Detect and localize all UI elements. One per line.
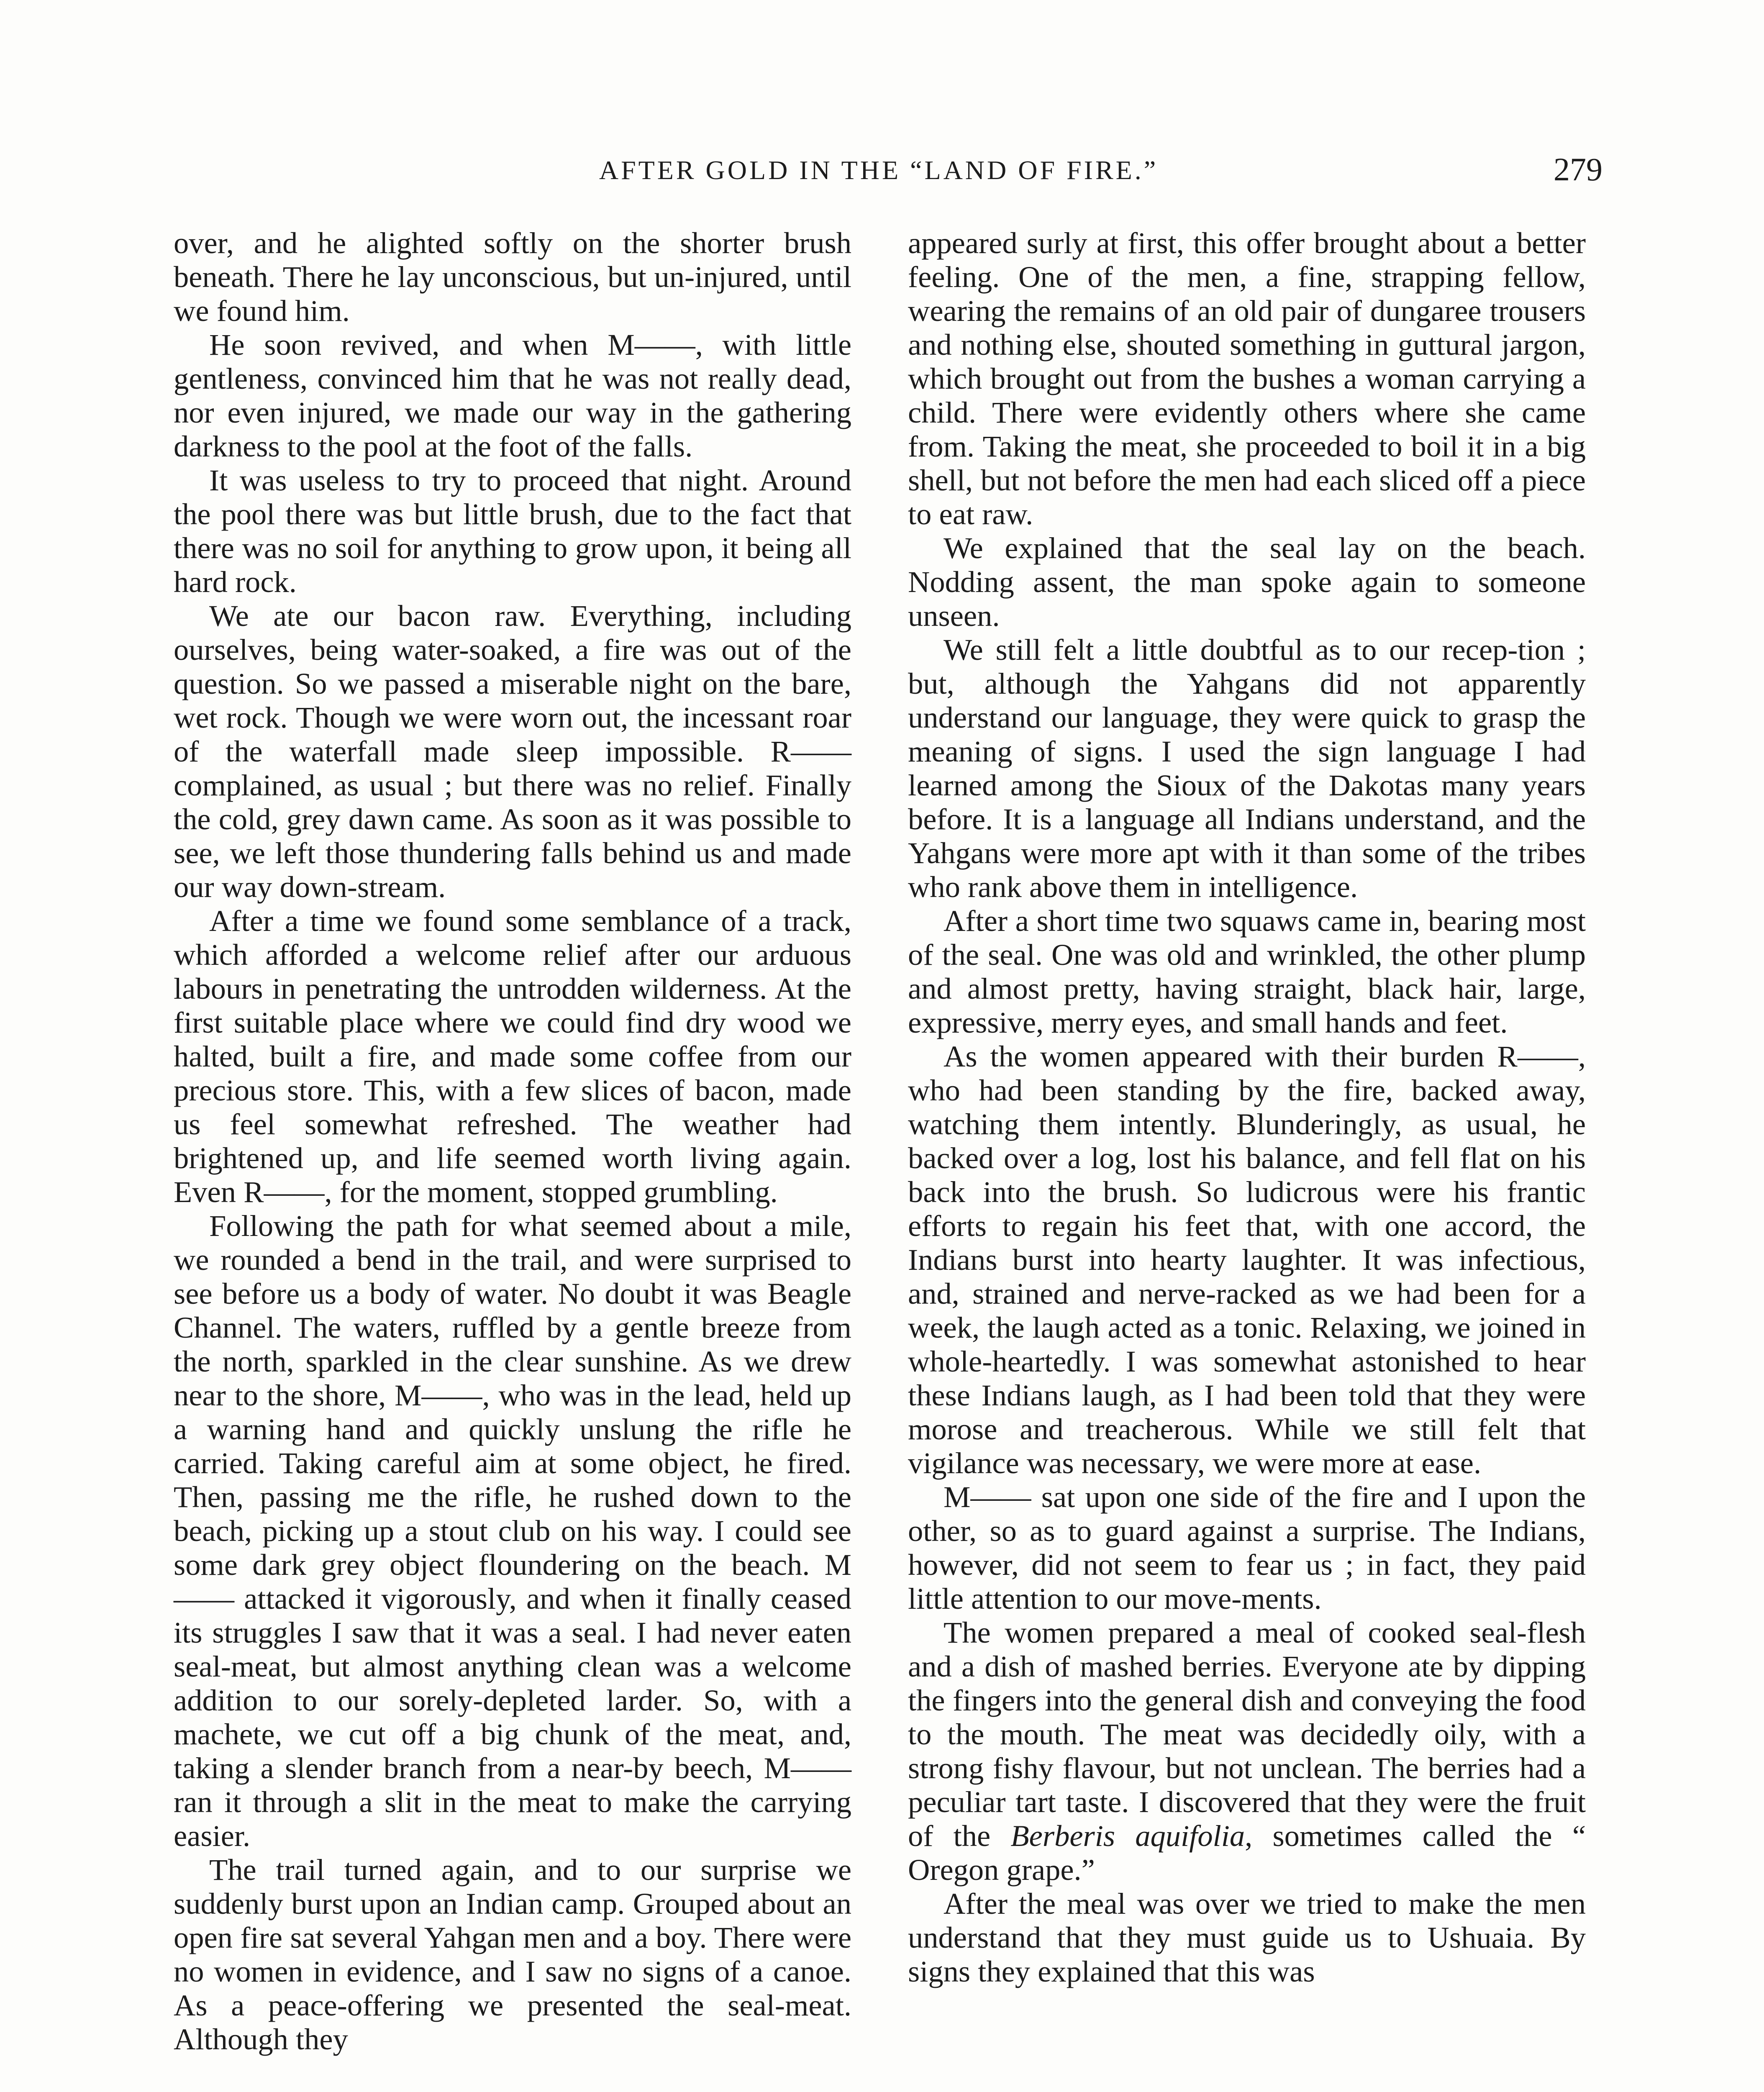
botanical-name: Berberis aquifolia [1010,1819,1245,1853]
paragraph: We explained that the seal lay on the beach. Nodding assent, the man spoke again to someone unseen. [908,531,1586,633]
paragraph: Following the path for what seemed about a mile, we rounded a bend in the trail, and were surprised to see before us a body of water. No doubt it was Beagle Channel. The waters, ruffled by a gentle breeze from the north, sparkled in the clear sunshine. As we drew near to the shore, M——, who was in the lead, held up a warning hand and quickly unslung the rifle he carried. Taking careful aim at some object, he fired. Then, passing me the rifle, he rushed down to the beach, picking up a stout club on his way. I could see some dark grey object floundering on the beach. M—— attacked it vigorously, and when it finally ceased its struggles I saw that it was a seal. I had never eaten seal-meat, but almost anything clean was a welcome addition to our sorely-depleted larder. So, with a machete, we cut off a big chunk of the meat, and, taking a slender branch from a near-by beech, M—— ran it through a slit in the meat to make the carrying easier. [174,1209,851,1853]
paragraph: We still felt a little doubtful as to our recep-tion ; but, although the Yahgans did not apparently understand our language, they were quick to grasp the meaning of signs. I used the sign language I had learned among the Sioux of the Dakotas many years before. It is a language all Indians understand, and the Yahgans were more apt with it than some of the tribes who rank above them in intelligence. [908,633,1586,904]
paragraph-text: The women prepared a meal of cooked seal-flesh and a dish of mashed berries. Everyone ate by dipping the fingers into the general dish and conveying the food to the mouth. The meat was decidedly oily, with a strong fishy flavour, but not unclean. The berries had a peculiar tart taste. I discovered that they were the fruit of the [908,1615,1586,1853]
paragraph-text: , sometimes called the “ Oregon grape.” [908,1819,1586,1887]
paragraph: over, and he alighted softly on the shorter brush beneath. There he lay unconscious, but un-injured, until we found him. [174,226,851,328]
paragraph: We ate our bacon raw. Everything, including ourselves, being water-soaked, a fire was out of the question. So we passed a miserable night on the bare, wet rock. Though we were worn out, the incessant roar of the waterfall made sleep impossible. R—— complained, as usual ; but there was no relief. Finally the cold, grey dawn came. As soon as it was possible to see, we left those thundering falls behind us and made our way down-stream. [174,599,851,904]
paragraph: He soon revived, and when M——, with little gentleness, convinced him that he was not really dead, nor even injured, we made our way in the gathering darkness to the pool at the foot of the falls. [174,328,851,463]
paragraph: As the women appeared with their burden R——, who had been standing by the fire, backed away, watching them intently. Blunderingly, as usual, he backed over a log, lost his balance, and fell flat on his back into the brush. So ludicrous were his frantic efforts to regain his feet that, with one accord, the Indians burst into hearty laughter. It was infectious, and, strained and nerve-racked as we had been for a week, the laugh acted as a tonic. Relaxing, we joined in whole-heartedly. I was somewhat astonished to hear these Indians laugh, as I had been told that they were morose and treacherous. While we still felt that vigilance was necessary, we were more at ease. [908,1039,1586,1480]
left-column [174,226,851,2056]
paragraph: It was useless to try to proceed that night. Around the pool there was but little brush, due to the fact that there was no soil for anything to grow upon, it being all hard rock. [174,463,851,599]
paragraph: After a short time two squaws came in, bearing most of the seal. One was old and wrinkled, the other plump and almost pretty, having straight, black hair, large, expressive, merry eyes, and small hands and feet. [908,904,1586,1039]
page-number: 279 [1554,151,1602,187]
paragraph: appeared surly at first, this offer brought about a better feeling. One of the men, a fine, strapping fellow, wearing the remains of an old pair of dungaree trousers and nothing else, shouted something in guttural jargon, which brought out from the bushes a woman carrying a child. There were evidently others where she came from. Taking the meat, she proceeded to boil it in a big shell, but not before the men had each sliced off a piece to eat raw. [908,226,1586,531]
paragraph: The trail turned again, and to our surprise we suddenly burst upon an Indian camp. Grouped about an open fire sat several Yahgan men and a boy. There were no women in evidence, and I saw no signs of a canoe. As a peace-offering we presented the seal-meat. Although they [174,1853,851,2056]
right-column [908,226,1586,1988]
paragraph [908,1615,1586,1887]
running-title: AFTER GOLD IN THE “LAND OF FIRE.” [599,155,1159,185]
paragraph: After the meal was over we tried to make the men understand that they must guide us to Ushuaia. By signs they explained that this was [908,1887,1586,1988]
paragraph: After a time we found some semblance of a track, which afforded a welcome relief after our arduous labours in penetrating the untrodden wilderness. At the first suitable place where we could find dry wood we halted, built a fire, and made some coffee from our precious store. This, with a few slices of bacon, made us feel somewhat refreshed. The weather had brightened up, and life seemed worth living again. Even R——, for the moment, stopped grumbling. [174,904,851,1209]
paragraph: M—— sat upon one side of the fire and I upon the other, so as to guard against a surprise. The Indians, however, did not seem to fear us ; in fact, they paid little attention to our move-ments. [908,1480,1586,1615]
